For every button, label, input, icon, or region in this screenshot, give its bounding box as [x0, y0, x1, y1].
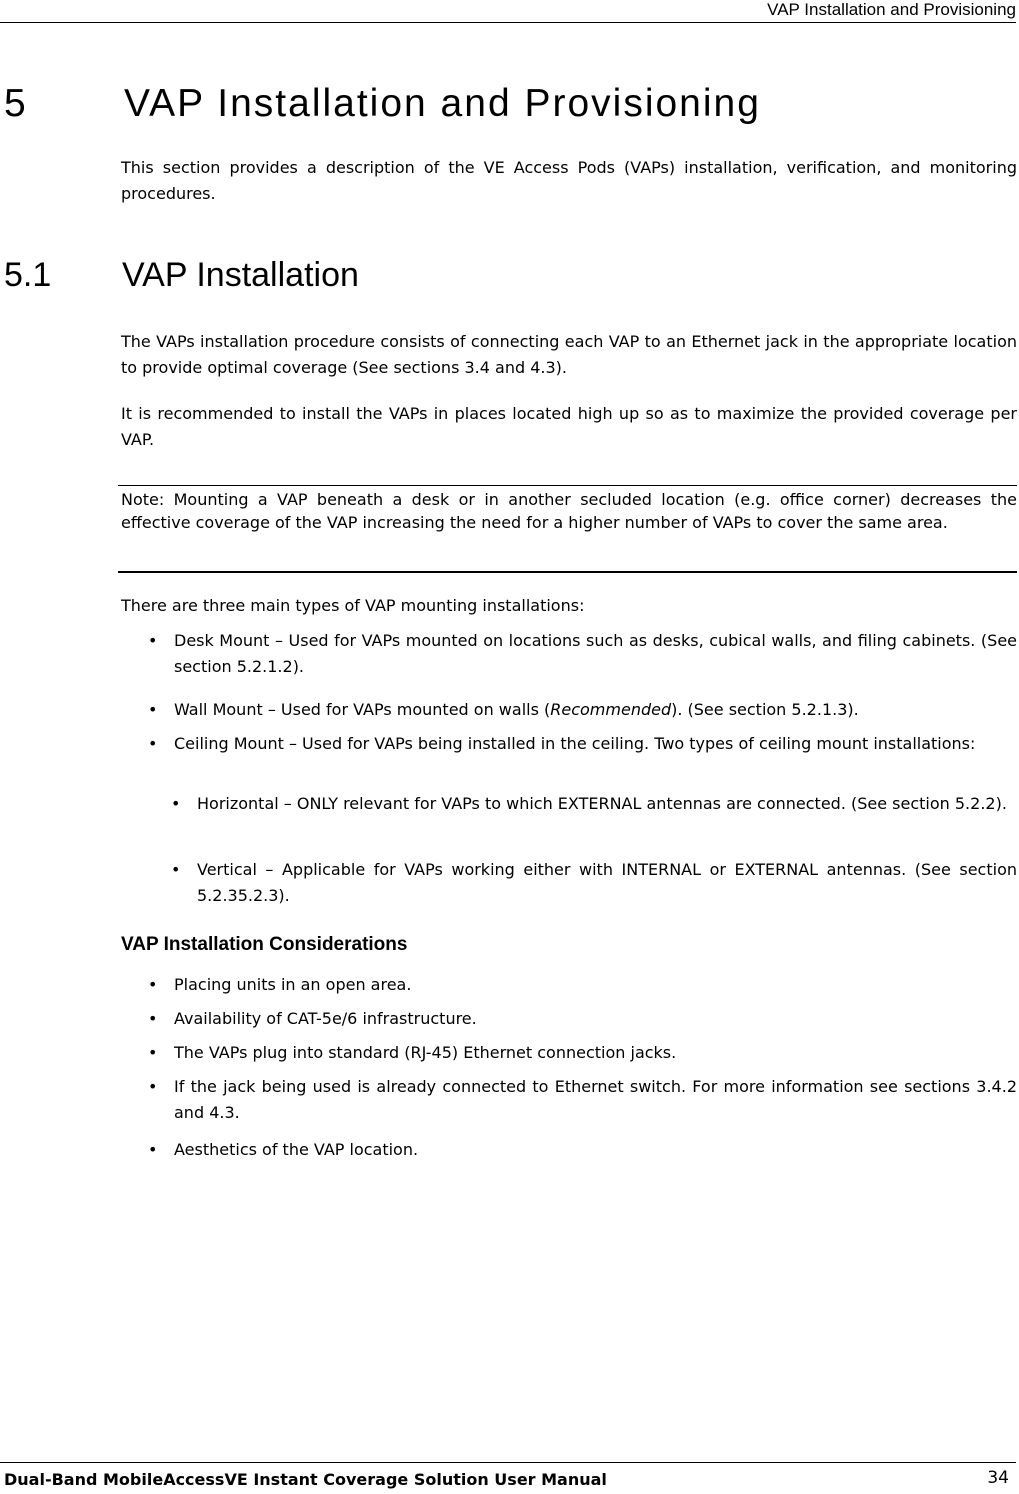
bullet-icon: • — [148, 631, 158, 650]
chapter-heading — [4, 80, 761, 128]
section-title: VAP Installation — [122, 256, 359, 294]
bullet-icon: • — [148, 1140, 158, 1159]
consideration-text: Aesthetics of the VAP location. — [174, 1140, 419, 1159]
recommended-emphasis: Recommended — [550, 700, 672, 719]
note-bottom-rule — [118, 571, 1017, 573]
consideration-text: If the jack being used is already connected to Ethernet switch. For more information see sections 3.4.2 and 4.3. — [174, 1077, 1017, 1122]
consideration-item — [148, 1006, 1017, 1032]
note-text: Note: Mounting a VAP beneath a desk or in another secluded location (e.g. office corner) decreases the effective coverage of the VAP increasing the need for a higher number of VAPs to cover the same area. — [121, 490, 1017, 532]
bullet-icon: • — [148, 1009, 158, 1028]
list-item — [148, 628, 1017, 680]
list-item-text: Desk Mount – Used for VAPs mounted on locations such as desks, cubical walls, and filing cabinets. (See section 5.2.1.2). — [174, 631, 1017, 676]
list-item — [148, 733, 1017, 755]
footer-manual-title: Dual-Band MobileAccessVE Instant Coverage Solution User Manual — [4, 1470, 607, 1489]
considerations-heading: VAP Installation Considerations — [121, 934, 408, 955]
list-item — [148, 697, 1017, 723]
section-paragraph-1: The VAPs installation procedure consists of connecting each VAP to an Ethernet jack in the appropriate location to provide optimal coverage (See sections 3.4 and 4.3). — [121, 332, 1017, 377]
list-item-text-pre: Wall Mount – Used for VAPs mounted on walls ( — [174, 700, 551, 719]
note-top-rule — [118, 485, 1017, 486]
bullet-icon: • — [148, 1043, 158, 1062]
consideration-text: Placing units in an open area. — [174, 975, 412, 994]
section-paragraph-2: It is recommended to install the VAPs in places located high up so as to maximize the provided coverage per VAP. — [121, 404, 1017, 449]
chapter-intro: This section provides a description of the VE Access Pods (VAPs) installation, verification, and monitoring procedures. — [121, 158, 1017, 203]
consideration-text: The VAPs plug into standard (RJ-45) Ethernet connection jacks. — [174, 1043, 677, 1062]
bullet-icon: • — [148, 700, 158, 719]
sub-list-item-text: Vertical – Applicable for VAPs working either with INTERNAL or EXTERNAL antennas. (See section 5.2.35.2.3). — [197, 860, 1017, 905]
list-item-text-post: ). (See section 5.2.1.3). — [671, 700, 859, 719]
mounting-types-intro: There are three main types of VAP mounting installations: — [121, 596, 585, 615]
bullet-icon: • — [148, 975, 158, 994]
list-item-text — [148, 697, 1017, 723]
bullet-icon: • — [171, 860, 181, 879]
sub-list-item — [171, 857, 1017, 909]
consideration-text: Availability of CAT-5e/6 infrastructure. — [174, 1009, 477, 1028]
bullet-icon: • — [171, 794, 181, 813]
section-heading — [4, 254, 359, 296]
chapter-title: VAP Installation and Provisioning — [124, 82, 761, 125]
footer-rule — [0, 1462, 1016, 1463]
consideration-item — [148, 1074, 1017, 1126]
bullet-icon: • — [148, 1077, 158, 1096]
chapter-number: 5 — [4, 82, 28, 125]
section-number: 5.1 — [4, 256, 52, 294]
consideration-item — [148, 1040, 1017, 1066]
running-header: VAP Installation and Provisioning — [0, 0, 1016, 23]
consideration-item — [148, 1137, 1017, 1163]
consideration-item — [148, 972, 1017, 998]
page-number: 34 — [987, 1468, 1009, 1488]
list-item-text: Ceiling Mount – Used for VAPs being installed in the ceiling. Two types of ceiling mount installations: — [174, 734, 976, 753]
sub-list-item — [171, 791, 1017, 817]
sub-list-item-text: Horizontal – ONLY relevant for VAPs to which EXTERNAL antennas are connected. (See section 5.2.2). — [197, 794, 1007, 813]
bullet-icon: • — [148, 734, 158, 753]
